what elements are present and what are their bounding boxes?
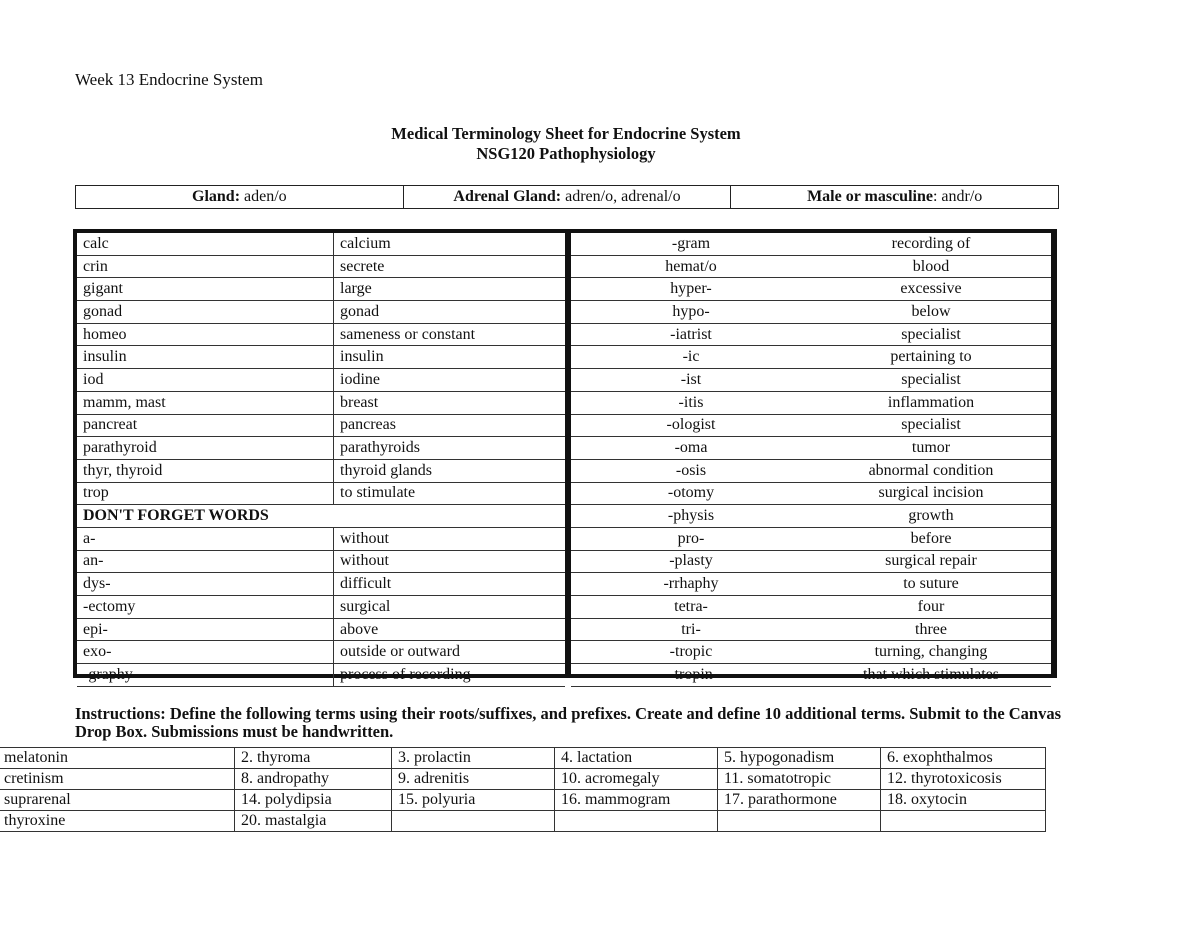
suffix-term: tetra- <box>571 596 811 619</box>
table-row <box>571 233 1051 255</box>
terminology-table <box>73 229 1057 683</box>
root-term: pancreat <box>77 414 334 437</box>
table-row <box>571 414 1051 437</box>
table-row <box>77 414 565 437</box>
suffix-term: -ic <box>571 346 811 369</box>
suffix-meaning: specialist <box>811 323 1051 346</box>
prefix-meaning: above <box>334 618 566 641</box>
suffix-term: -plasty <box>571 550 811 573</box>
table-row <box>77 641 565 664</box>
table-row <box>571 255 1051 278</box>
grid-term <box>718 811 881 832</box>
prefix-term: a- <box>77 527 334 550</box>
grid-term: 2. thyroma <box>235 748 392 769</box>
root-term: trop <box>77 482 334 505</box>
suffix-term: pro- <box>571 527 811 550</box>
grid-term: thyroxine <box>0 811 235 832</box>
root-meaning: to stimulate <box>334 482 566 505</box>
grid-term <box>392 811 555 832</box>
suffix-meaning: four <box>811 596 1051 619</box>
root-meaning: thyroid glands <box>334 459 566 482</box>
table-row <box>77 323 565 346</box>
prefix-term: epi- <box>77 618 334 641</box>
grid-term: 16. mammogram <box>555 790 718 811</box>
root-term: calc <box>77 233 334 255</box>
grid-term: 10. acromegaly <box>555 769 718 790</box>
definition-gland: Gland: aden/o <box>192 188 287 205</box>
root-definitions-box <box>75 185 1059 209</box>
suffix-term: -tropic <box>571 641 811 664</box>
section-row <box>77 505 565 528</box>
suffix-term: -gram <box>571 233 811 255</box>
grid-term: 17. parathormone <box>718 790 881 811</box>
suffix-term: -itis <box>571 391 811 414</box>
root-term: gigant <box>77 278 334 301</box>
root-meaning: parathyroids <box>334 437 566 460</box>
grid-term: 9. adrenitis <box>392 769 555 790</box>
table-row <box>571 550 1051 573</box>
table-row <box>77 527 565 550</box>
suffix-term: -tropin <box>571 664 811 687</box>
table-row <box>571 323 1051 346</box>
table-row <box>571 391 1051 414</box>
root-term: parathyroid <box>77 437 334 460</box>
suffix-term: -osis <box>571 459 811 482</box>
grid-row <box>0 769 1046 790</box>
suffixes-column <box>571 233 1051 683</box>
suffix-meaning: recording of <box>811 233 1051 255</box>
table-row <box>77 346 565 369</box>
root-meaning: breast <box>334 391 566 414</box>
suffix-meaning: excessive <box>811 278 1051 301</box>
suffix-term: -physis <box>571 505 811 528</box>
suffix-meaning: before <box>811 527 1051 550</box>
grid-row <box>0 811 1046 832</box>
grid-term: melatonin <box>0 748 235 769</box>
root-meaning: insulin <box>334 346 566 369</box>
grid-term: 18. oxytocin <box>881 790 1046 811</box>
table-row <box>571 437 1051 460</box>
table-row <box>77 573 565 596</box>
suffix-term: hyper- <box>571 278 811 301</box>
prefix-meaning: without <box>334 527 566 550</box>
prefix-term: exo- <box>77 641 334 664</box>
suffix-term: -iatrist <box>571 323 811 346</box>
suffix-meaning: surgical repair <box>811 550 1051 573</box>
table-row <box>77 437 565 460</box>
table-row <box>77 482 565 505</box>
grid-term: 6. exophthalmos <box>881 748 1046 769</box>
terms-grid <box>0 747 1046 832</box>
suffix-term: hemat/o <box>571 255 811 278</box>
root-term: homeo <box>77 323 334 346</box>
suffix-meaning: specialist <box>811 369 1051 392</box>
table-row <box>77 550 565 573</box>
week-label: Week 13 Endocrine System <box>75 70 263 89</box>
prefix-meaning: process of recording <box>334 664 566 687</box>
table-row <box>571 346 1051 369</box>
root-term: gonad <box>77 301 334 324</box>
prefix-term: an- <box>77 550 334 573</box>
suffix-meaning: abnormal condition <box>811 459 1051 482</box>
grid-term: 5. hypogonadism <box>718 748 881 769</box>
table-row <box>77 459 565 482</box>
grid-term: cretinism <box>0 769 235 790</box>
table-row <box>77 278 565 301</box>
grid-term: 12. thyrotoxicosis <box>881 769 1046 790</box>
dont-forget-heading: DON'T FORGET WORDS <box>77 505 565 528</box>
suffix-meaning: that which stimulates <box>811 664 1051 687</box>
prefix-meaning: outside or outward <box>334 641 566 664</box>
suffix-meaning: below <box>811 301 1051 324</box>
suffix-term: -ologist <box>571 414 811 437</box>
root-meaning: sameness or constant <box>334 323 566 346</box>
root-term: iod <box>77 369 334 392</box>
root-meaning: gonad <box>334 301 566 324</box>
table-row <box>77 369 565 392</box>
suffix-meaning: turning, changing <box>811 641 1051 664</box>
suffix-term: -otomy <box>571 482 811 505</box>
root-term: thyr, thyroid <box>77 459 334 482</box>
grid-term: 15. polyuria <box>392 790 555 811</box>
grid-term <box>881 811 1046 832</box>
title-line-1: Medical Terminology Sheet for Endocrine System <box>391 124 741 143</box>
grid-term: 4. lactation <box>555 748 718 769</box>
table-row <box>571 573 1051 596</box>
grid-row <box>0 748 1046 769</box>
table-row <box>77 233 565 255</box>
suffix-meaning: inflammation <box>811 391 1051 414</box>
table-row <box>571 278 1051 301</box>
table-row <box>571 618 1051 641</box>
prefix-meaning: difficult <box>334 573 566 596</box>
title-line-2: NSG120 Pathophysiology <box>476 144 656 163</box>
table-row <box>77 301 565 324</box>
root-meaning: iodine <box>334 369 566 392</box>
root-meaning: secrete <box>334 255 566 278</box>
table-row <box>571 641 1051 664</box>
prefix-term: -ectomy <box>77 596 334 619</box>
table-row <box>571 459 1051 482</box>
prefix-meaning: surgical <box>334 596 566 619</box>
root-meaning: large <box>334 278 566 301</box>
grid-term: 8. andropathy <box>235 769 392 790</box>
table-row <box>571 596 1051 619</box>
grid-term: 3. prolactin <box>392 748 555 769</box>
root-meaning: pancreas <box>334 414 566 437</box>
grid-term <box>555 811 718 832</box>
page-title <box>0 124 1132 164</box>
suffix-meaning: three <box>811 618 1051 641</box>
grid-term: suprarenal <box>0 790 235 811</box>
suffix-meaning: tumor <box>811 437 1051 460</box>
instructions: Instructions: Define the following terms using their roots/suffixes, and prefixes. Create and define 10 additional terms. Submit to the Canvas Drop Box. Submissions must be handwritten. <box>75 704 1062 741</box>
table-row <box>571 301 1051 324</box>
suffix-meaning: pertaining to <box>811 346 1051 369</box>
prefix-meaning: without <box>334 550 566 573</box>
root-term: mamm, mast <box>77 391 334 414</box>
suffix-meaning: blood <box>811 255 1051 278</box>
suffix-term: -rrhaphy <box>571 573 811 596</box>
table-row <box>77 618 565 641</box>
roots-column <box>77 233 565 683</box>
suffix-meaning: to suture <box>811 573 1051 596</box>
root-meaning: calcium <box>334 233 566 255</box>
definition-adrenal-gland: Adrenal Gland: adren/o, adrenal/o <box>403 186 731 208</box>
table-row <box>571 527 1051 550</box>
table-row <box>571 505 1051 528</box>
suffix-term: tri- <box>571 618 811 641</box>
definition-male: Male or masculine: andr/o <box>730 186 1058 208</box>
table-row <box>77 664 565 687</box>
table-row <box>77 596 565 619</box>
suffix-term: -ist <box>571 369 811 392</box>
table-row <box>571 482 1051 505</box>
grid-term: 11. somatotropic <box>718 769 881 790</box>
prefix-term: -graphy <box>77 664 334 687</box>
prefix-term: dys- <box>77 573 334 596</box>
root-term: insulin <box>77 346 334 369</box>
grid-term: 20. mastalgia <box>235 811 392 832</box>
table-row <box>571 664 1051 687</box>
table-row <box>571 369 1051 392</box>
root-term: crin <box>77 255 334 278</box>
suffix-meaning: growth <box>811 505 1051 528</box>
table-row <box>77 255 565 278</box>
grid-row <box>0 790 1046 811</box>
suffix-term: hypo- <box>571 301 811 324</box>
suffix-meaning: specialist <box>811 414 1051 437</box>
suffix-term: -oma <box>571 437 811 460</box>
table-row <box>77 391 565 414</box>
grid-term: 14. polydipsia <box>235 790 392 811</box>
suffix-meaning: surgical incision <box>811 482 1051 505</box>
